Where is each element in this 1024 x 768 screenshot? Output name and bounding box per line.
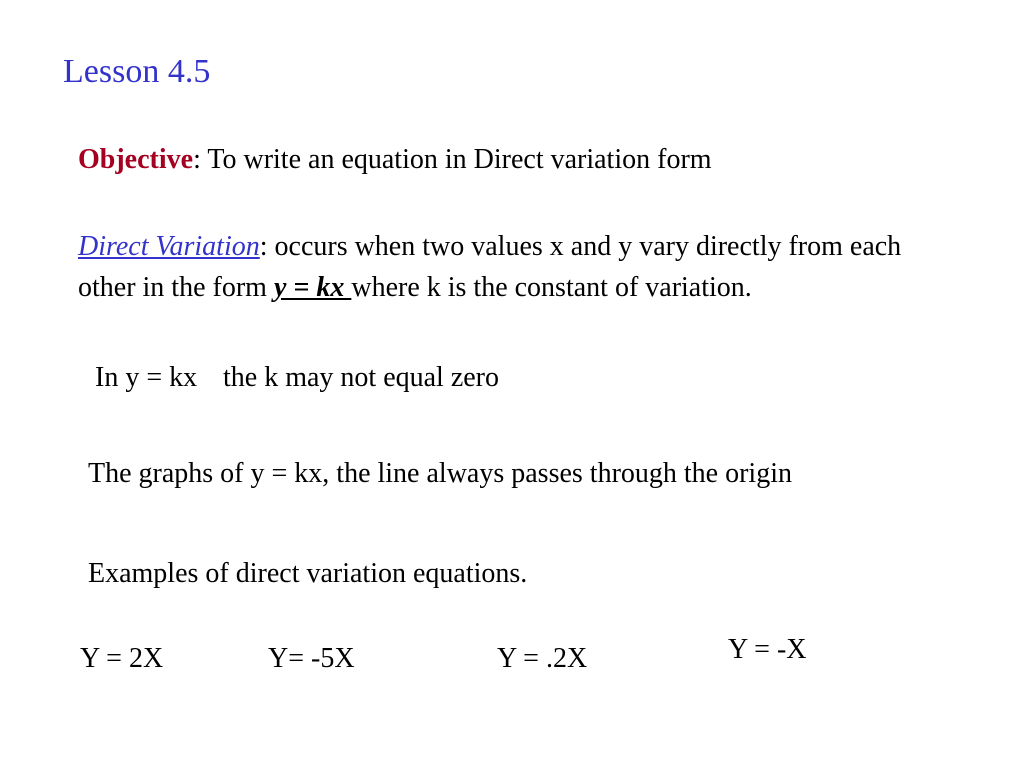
objective-text: : To write an equation in Direct variation form xyxy=(193,144,712,175)
slide-title: Lesson 4.5 xyxy=(63,53,211,90)
definition-term: Direct Variation xyxy=(78,231,260,262)
examples-heading: Examples of direct variation equations. xyxy=(88,558,528,589)
nonzero-k-note xyxy=(95,362,499,394)
example-equation: Y= -5X xyxy=(268,643,355,674)
objective-line xyxy=(78,144,712,176)
example-equation: Y = -X xyxy=(728,634,807,665)
definition-text-after-formula: where k is the constant of variation. xyxy=(351,272,752,303)
definition-text-before-formula: : occurs when two values x and y vary directly from each other in the form xyxy=(78,231,902,303)
definition-formula: y = kx xyxy=(273,272,352,303)
note-equation: In y = kx xyxy=(95,362,198,393)
example-equation: Y = 2X xyxy=(80,643,164,674)
objective-label: Objective xyxy=(78,144,194,175)
graphs-statement: The graphs of y = kx, the line always passes through the origin xyxy=(88,458,792,489)
direct-variation-definition xyxy=(78,226,958,308)
example-equation: Y = .2X xyxy=(497,643,588,674)
note-condition: the k may not equal zero xyxy=(223,362,500,393)
